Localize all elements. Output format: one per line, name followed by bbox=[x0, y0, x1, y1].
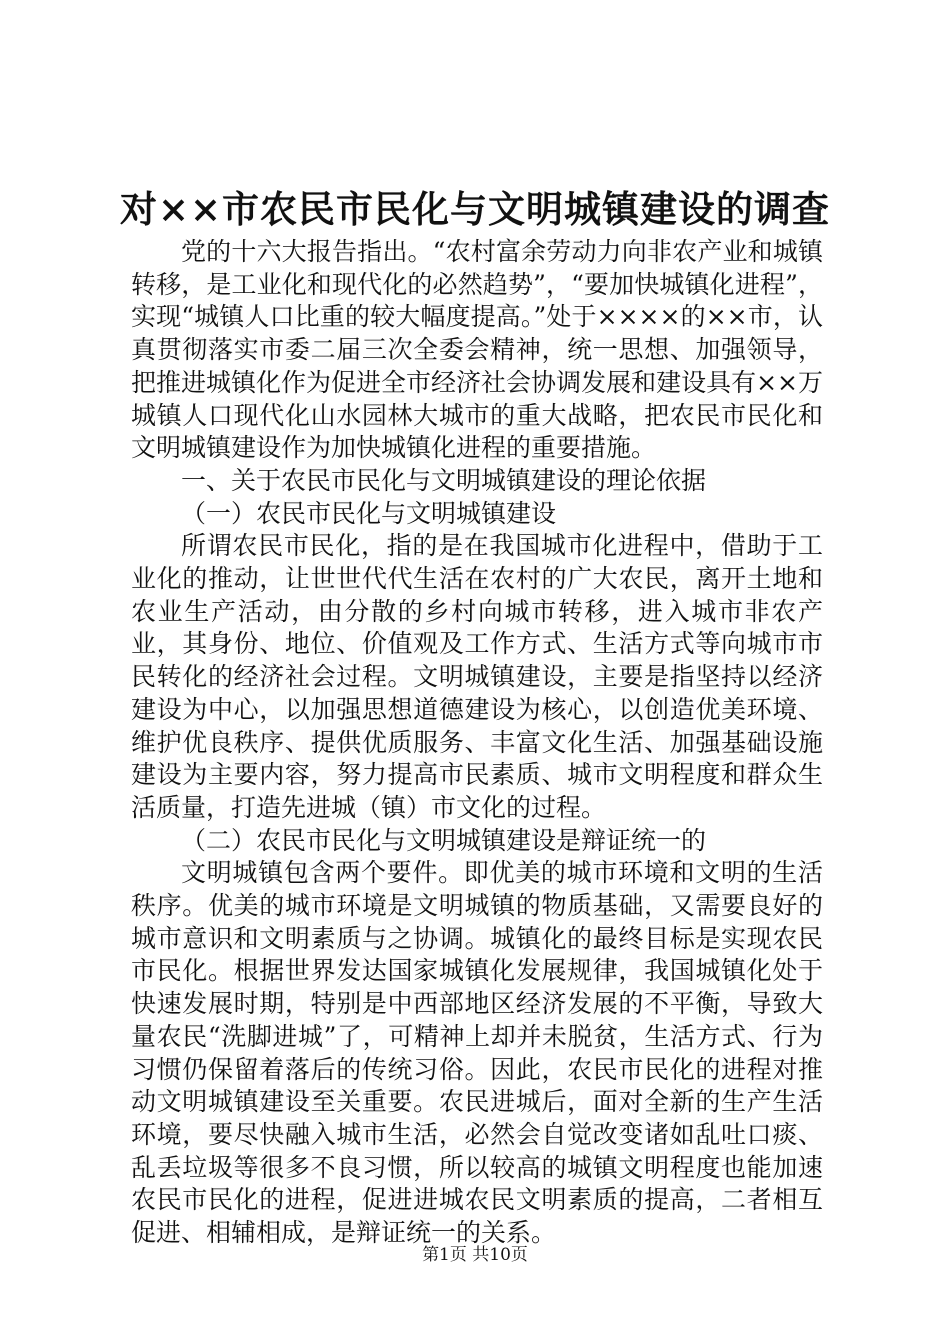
subsection-heading-2: （二）农民市民化与文明城镇建设是辩证统一的 bbox=[181, 825, 707, 855]
document-title: 对××市农民市民化与文明城镇建设的调查 bbox=[119, 187, 830, 231]
document-body bbox=[131, 236, 823, 1250]
subsection-heading-1: （一）农民市民化与文明城镇建设 bbox=[181, 498, 557, 528]
paragraph-dialectic: 文明城镇包含两个要件。即优美的城市环境和文明的生活秩序。优美的城市环境是文明城镇的物质基础，又需要良好的城市意识和文明素质与之协调。城镇化的最终目标是实现农民市民化。根据世界发达国家城镇化发展规律，我国城镇化处于快速发展时期，特别是中西部地区经济发展的不平衡，导致大量农民“洗脚进城”了，可精神上却并未脱贫，生活方式、行为习惯仍保留着落后的传统习俗。因此，农民市民化的进程对推动文明城镇建设至关重要。农民进城后，面对全新的生产生活环境，要尽快融入城市生活，必然会自觉改变诸如乱吐口痰、乱丢垃圾等很多不良习惯，所以较高的城镇文明程度也能加速农民市民化的进程，促进进城农民文明素质的提高，二者相互促进、相辅相成，是辩证统一的关系。 bbox=[131, 858, 823, 1248]
section-heading-1: 一、关于农民市民化与文明城镇建设的理论依据 bbox=[181, 465, 707, 495]
page-number-footer: 第1页 共10页 bbox=[422, 1245, 528, 1265]
paragraph-intro: 党的十六大报告指出。“农村富余劳动力向非农产业和城镇转移，是工业化和现代化的必然趋势”，“要加快城镇化进程”，实现“城镇人口比重的较大幅度提高。”处于××××的××市，认真贯彻落实市委二届三次全委会精神，统一思想、加强领导，把推进城镇化作为促进全市经济社会协调发展和建设具有××万城镇人口现代化山水园林大城市的重大战略，把农民市民化和文明城镇建设作为加快城镇化进程的重要措施。 bbox=[131, 237, 823, 463]
paragraph-definition: 所谓农民市民化，指的是在我国城市化进程中，借助于工业化的推动，让世世代代生活在农村的广大农民，离开土地和农业生产活动，由分散的乡村向城市转移，进入城市非农产业，其身份、地位、价值观及工作方式、生活方式等向城市市民转化的经济社会过程。文明城镇建设，主要是指坚持以经济建设为中心，以加强思想道德建设为核心，以创造优美环境、维护优良秩序、提供优质服务、丰富文化生活、加强基础设施建设为主要内容，努力提高市民素质、城市文明程度和群众生活质量，打造先进城（镇）市文化的过程。 bbox=[131, 531, 823, 822]
